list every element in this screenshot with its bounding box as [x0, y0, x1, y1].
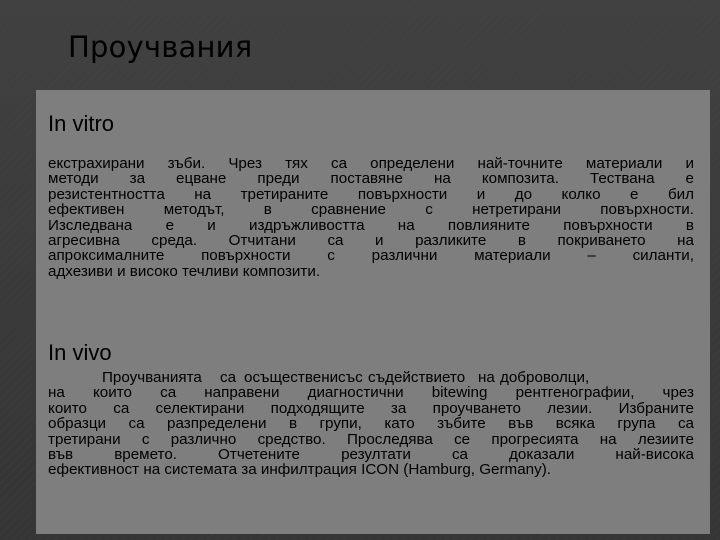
paragraph-line: ефективен методът, в сравнение с нетретирани повърхности.: [48, 201, 694, 219]
paragraph-line: във времето. Отчетените резултати са доказали най-висока: [48, 446, 694, 464]
paragraph-line: Изследвана е и издръжливостта на повлияните повърхности в: [48, 216, 694, 234]
in-vitro-paragraph: [48, 156, 694, 279]
text-fragment: със: [338, 369, 363, 386]
text-fragment: осъществени: [244, 369, 339, 386]
paragraph-line: на които са направени диагностични bitewing рентгенографии, чрез: [48, 384, 694, 402]
text-fragment: Проучванията: [102, 369, 202, 386]
overlapping-text-line: [48, 370, 694, 385]
paragraph-line: третирани с различно средство. Проследява се прогресията на лезиите: [48, 430, 694, 448]
in-vitro-heading: In vitro: [48, 111, 115, 136]
paragraph-line: агресивна среда. Отчитани са и разликите в покриването на: [48, 232, 694, 250]
paragraph-line: екстрахирани зъби. Чрез тях са определени най-точните материали и: [48, 155, 694, 172]
in-vivo-paragraph: [48, 370, 694, 478]
text-fragment: на: [478, 369, 495, 386]
paragraph-line: ефективност на системата за инфилтрация ICON (Hamburg, Germany).: [48, 461, 551, 479]
paragraph-line: адхезиви и високо течливи композити.: [48, 262, 321, 280]
paragraph-line: апроксималните повърхности с различни материали – силанти,: [48, 247, 694, 265]
paragraph-line: методи за ецване преди поставяне на композита. Тествана е: [48, 170, 694, 188]
text-fragment: са: [220, 369, 237, 386]
paragraph-line: резистентността на третираните повърхности и до колко е бил: [48, 185, 694, 203]
slide-title: Проучвания: [68, 30, 253, 64]
text-fragment: съдействието: [368, 369, 466, 386]
in-vivo-heading: In vivo: [48, 340, 112, 365]
paragraph-line: образци са разпределени в групи, като зъбите във всяка група са: [48, 415, 694, 433]
text-fragment: доброволци,: [500, 369, 590, 386]
paragraph-line: които са селектирани подходящите за проучването лезии. Избраните: [48, 399, 694, 417]
